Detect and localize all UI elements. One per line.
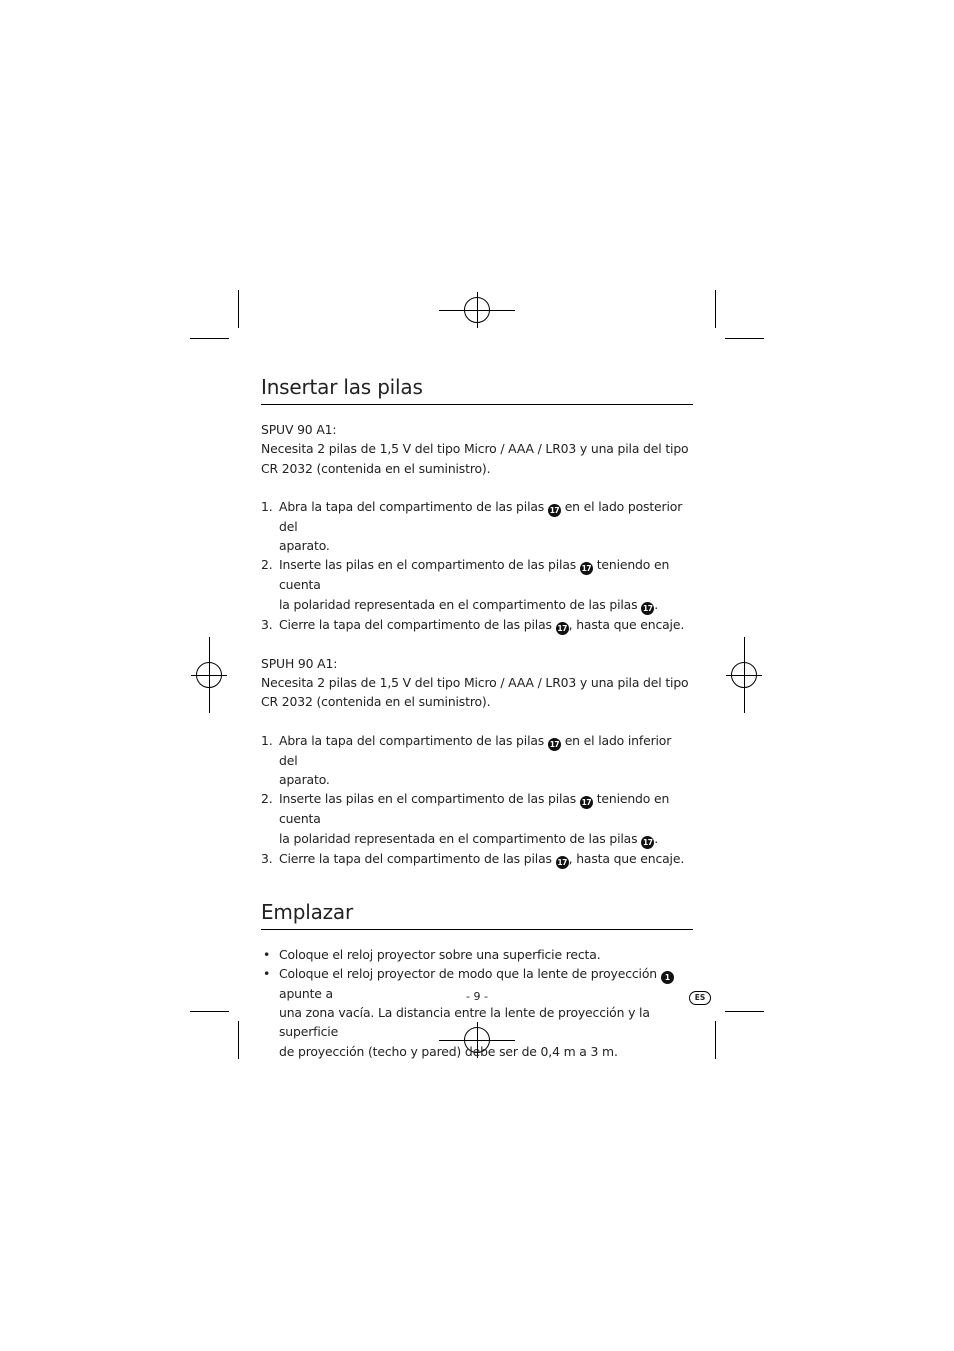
reference-number-icon: 17: [642, 603, 653, 613]
list-item: 2. Inserte las pilas en el compartimento de las pilas 17 teniendo en cuenta la polaridad representada en el compartimento de las pilas 17 .: [261, 791, 670, 847]
reference-number-icon: 17: [557, 623, 567, 633]
crop-mark: [725, 1011, 764, 1012]
reference-number-icon: 17: [642, 837, 653, 847]
list-item: • Coloque el reloj proyector sobre una superficie recta.: [263, 946, 601, 962]
crop-mark: [190, 338, 229, 339]
registration-circle: [196, 662, 222, 688]
reference-number-icon: 17: [549, 739, 560, 749]
reference-number-icon: 17: [581, 564, 592, 574]
model-spuh-block: [261, 654, 693, 869]
intro-line: CR 2032 (contenida en el suministro).: [261, 460, 491, 476]
intro-line: Necesita 2 pilas de 1,5 V del tipo Micro / AAA / LR03 y una pila del tipo: [261, 675, 689, 691]
list-item: 1. Abra la tapa del compartimento de las pilas 17 en el lado posterior del aparato.: [261, 498, 683, 554]
intro-line: CR 2032 (contenida en el suministro).: [261, 694, 491, 710]
crop-mark: [238, 1021, 239, 1059]
reference-number-icon: 1: [661, 971, 674, 984]
section-title-emplazar: Emplazar: [261, 899, 693, 930]
crop-mark: [238, 290, 239, 328]
registration-circle: [464, 297, 490, 323]
language-badge: ES: [689, 991, 711, 1005]
reference-number-icon: 17: [581, 798, 592, 808]
crop-mark: [715, 1021, 716, 1059]
registration-circle: [731, 662, 757, 688]
reference-number-icon: 17: [557, 857, 567, 867]
step-list: [261, 497, 693, 635]
step-list: [261, 731, 693, 869]
model-label: SPUH 90 A1:: [261, 655, 338, 671]
page-content: [261, 374, 693, 1061]
list-item: 3. Cierre la tapa del compartimento de las pilas 17 , hasta que encaje.: [261, 850, 685, 867]
model-label: SPUV 90 A1:: [261, 422, 337, 437]
intro-line: Necesita 2 pilas de 1,5 V del tipo Micro / AAA / LR03 y una pila del tipo: [261, 441, 689, 457]
crop-mark: [725, 338, 764, 339]
list-item: 3. Cierre la tapa del compartimento de las pilas 17 , hasta que encaje.: [261, 616, 685, 633]
crop-mark: [715, 290, 716, 328]
list-item: 2. Inserte las pilas en el compartimento de las pilas 17 teniendo en cuenta la polaridad representada en el compartimento de las pilas 17 .: [261, 557, 670, 613]
section-title-insertar: Insertar las pilas: [261, 374, 693, 405]
model-spuv-block: [261, 420, 693, 635]
reference-number-icon: 17: [549, 505, 560, 515]
list-item: 1. Abra la tapa del compartimento de las pilas 17 en el lado inferior del aparato.: [261, 732, 672, 787]
crop-mark: [190, 1011, 229, 1012]
page-number: - 9 -: [466, 990, 488, 1003]
list-item: • Coloque el reloj proyector de modo que la lente de proyección 1 apunte a una zona vacía. La distancia entre la lente de proyección y la superficie de proyección (techo y pared) debe ser de 0,4 m a 3 m.: [261, 964, 693, 1061]
